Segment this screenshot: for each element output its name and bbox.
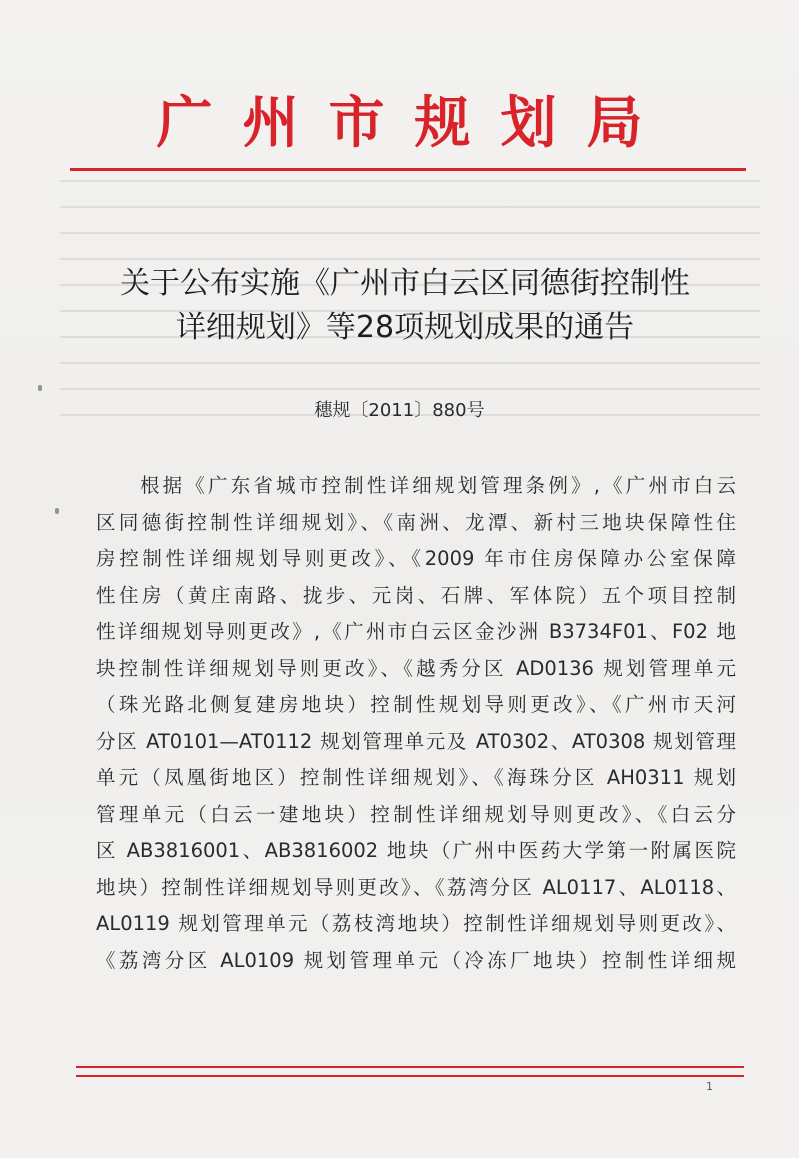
body-line: （珠光路北侧复建房地块）控制性规划导则更改》、《广州市天河 bbox=[96, 693, 736, 716]
body-line: 性详细规划导则更改》,《广州市白云区金沙洲 B3734F01、F02 地 bbox=[96, 620, 736, 643]
body-line: 管理单元（白云一建地块）控制性详细规划导则更改》、《白云分 bbox=[96, 802, 736, 826]
document-number: 穗规〔2011〕880号 bbox=[314, 400, 485, 421]
body-line: 块控制性详细规划导则更改》、《越秀分区 AD0136 规划管理单元 bbox=[96, 656, 736, 680]
body-line: 区同德街控制性详细规划》、《南洲、龙潭、新村三地块保障性住 bbox=[96, 510, 736, 534]
page-number: 1 bbox=[706, 1080, 713, 1093]
body-line: 房控制性详细规划导则更改》、《2009 年市住房保障办公室保障 bbox=[96, 547, 736, 570]
body-line: 《荔湾分区 AL0109 规划管理单元（冷冻厂地块）控制性详细规 bbox=[96, 948, 736, 972]
body-line: 单元（凤凰街地区）控制性详细规划》、《海珠分区 AH0311 规划 bbox=[96, 766, 736, 789]
letterhead-red-rule bbox=[70, 168, 746, 171]
scan-speck bbox=[55, 508, 59, 514]
scan-speck bbox=[38, 385, 42, 391]
letterhead-title: 广州市规划局 bbox=[156, 91, 673, 156]
body-line: 区 AB3816001、AB3816002 地块（广州中医药大学第一附属医院 bbox=[96, 839, 736, 862]
body-line: 地块）控制性详细规划导则更改》、《荔湾分区 AL0117、AL0118、 bbox=[96, 875, 736, 899]
footer-red-rule-lower bbox=[76, 1075, 744, 1077]
body-line: 性住房（黄庄南路、拢步、元岗、石牌、军体院）五个项目控制 bbox=[96, 583, 736, 607]
notice-title bbox=[60, 262, 750, 350]
body-line: AL0119 规划管理单元（荔枝湾地块）控制性详细规划导则更改》、 bbox=[96, 912, 736, 935]
footer-red-rule-upper bbox=[76, 1066, 744, 1068]
notice-title-line-1: 关于公布实施《广州市白云区同德街控制性 bbox=[120, 266, 690, 301]
body-line: 根据《广东省城市控制性详细规划管理条例》,《广州市白云 bbox=[140, 474, 736, 497]
body-line: 分区 AT0101—AT0112 规划管理单元及 AT0302、AT0308 规划管理 bbox=[96, 729, 736, 753]
body-text bbox=[96, 468, 736, 979]
notice-title-line-2: 详细规划》等28项规划成果的通告 bbox=[175, 310, 635, 345]
